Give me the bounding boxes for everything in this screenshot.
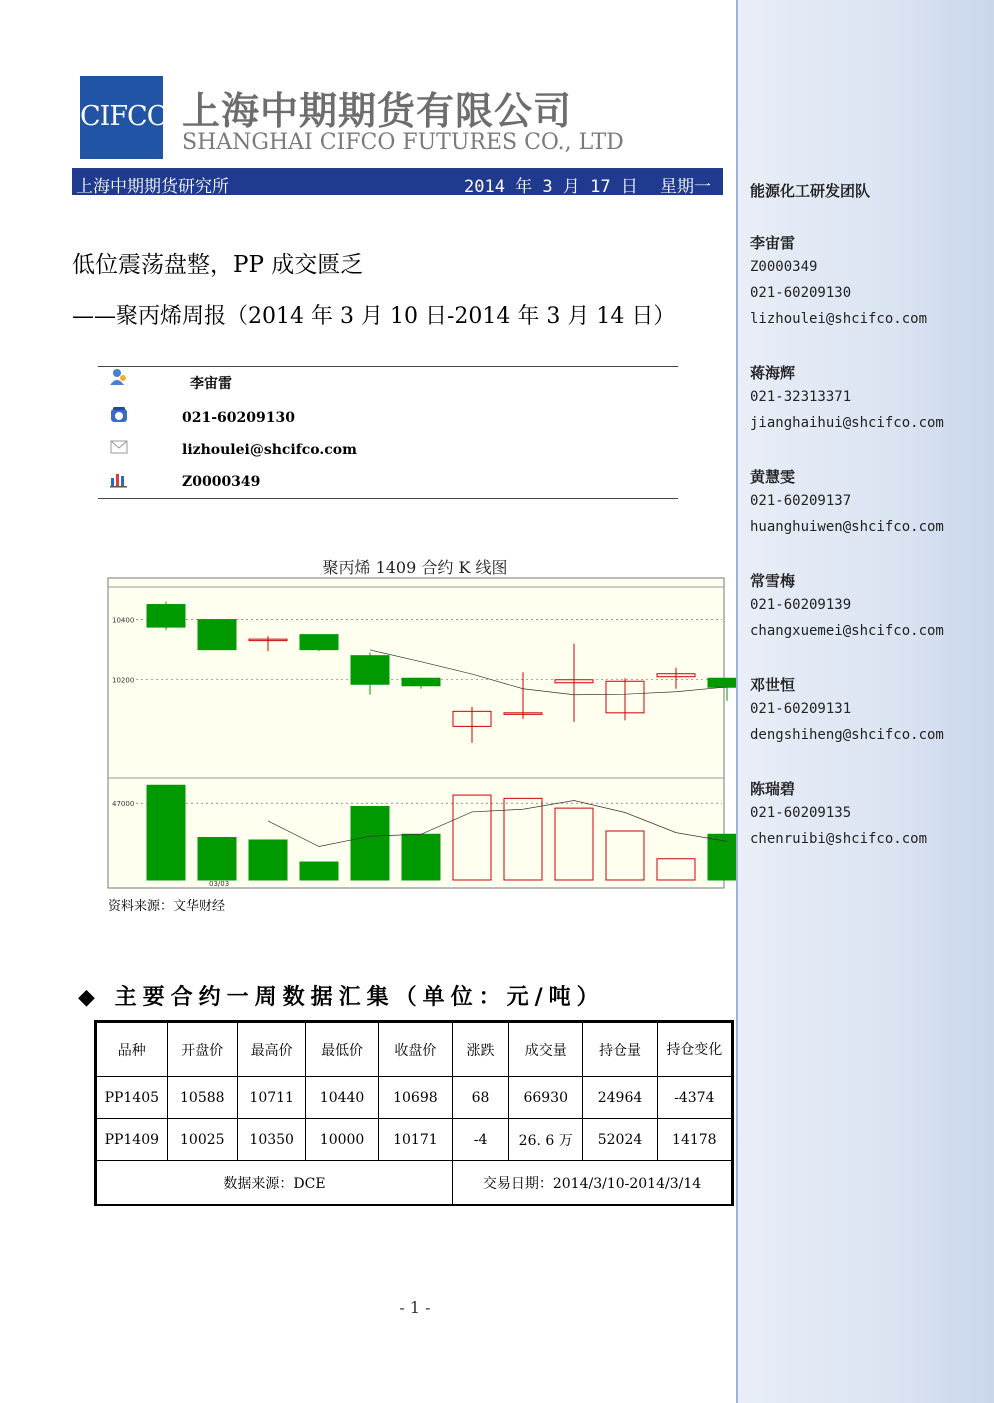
table-cell: 52024 [583, 1119, 657, 1161]
company-name-en: SHANGHAI CIFCO FUTURES CO., LTD [182, 130, 624, 155]
kline-chart [108, 578, 724, 888]
table-footer-date: 交易日期：2014/3/10-2014/3/14 [453, 1161, 732, 1205]
table-header-cell: 品种 [97, 1023, 168, 1077]
report-subtitle: ——聚丙烯周报（2014 年 3 月 10 日-2014 年 3 月 14 日） [72, 304, 676, 329]
table-header-cell: 持仓变化 [657, 1023, 731, 1077]
member-name: 邓世恒 [750, 676, 796, 694]
member-phone: 021-60209137 [750, 493, 852, 509]
section-title: ◆ 主要合约一周数据汇集（单位：元/吨） [78, 984, 605, 1010]
table-cell: 14178 [657, 1119, 731, 1161]
member-name: 黄慧雯 [750, 468, 796, 486]
table-cell: 10588 [167, 1077, 237, 1119]
chart-caption: 聚丙烯 1409 合约 K 线图 [322, 558, 508, 577]
report-title: 低位震荡盘整，PP 成交匮乏 [72, 252, 364, 278]
table-header-row [97, 1023, 732, 1077]
team-title: 能源化工研发团队 [750, 182, 871, 200]
table-cell: 66930 [509, 1077, 583, 1119]
author-email: lizhoulei@shcifco.com [182, 442, 357, 458]
author-name: 李宙雷 [190, 376, 232, 392]
member-phone: 021-32313371 [750, 389, 852, 405]
member-name: 李宙雷 [750, 234, 796, 252]
volume-bar [402, 834, 440, 880]
author-phone: 021-60209130 [182, 410, 295, 426]
table-cell: 10171 [378, 1119, 452, 1161]
contact-top-rule [98, 366, 678, 367]
table-header-cell: 最低价 [306, 1023, 378, 1077]
member-phone: 021-60209139 [750, 597, 852, 613]
volume-bar [249, 840, 287, 880]
x-start-label: 03/03 [209, 880, 230, 888]
contact-bottom-rule [98, 498, 678, 499]
license-chart-icon [109, 470, 129, 488]
member-email: jianghaihui@shcifco.com [750, 415, 944, 431]
author-license: Z0000349 [182, 474, 261, 490]
mail-icon [109, 438, 129, 456]
table-header-cell: 涨跌 [453, 1023, 509, 1077]
report-weekday: 星期一 [660, 177, 711, 197]
volume-bar [198, 838, 236, 880]
table-header-cell: 持仓量 [583, 1023, 657, 1077]
table-cell: 10025 [167, 1119, 237, 1161]
table-header-cell: 最高价 [237, 1023, 305, 1077]
team-sidebar [736, 0, 994, 1403]
table-header-cell: 收盘价 [378, 1023, 452, 1077]
price-tick-label: 10400 [112, 616, 135, 625]
report-date: 2014 年 3 月 17 日 [464, 177, 638, 197]
member-name: 常雪梅 [750, 572, 796, 590]
header-bar [72, 170, 723, 195]
weekly-data-table [94, 1020, 734, 1206]
member-email: huanghuiwen@shcifco.com [750, 519, 944, 535]
table-cell: -4374 [657, 1077, 731, 1119]
table-header-cell: 开盘价 [167, 1023, 237, 1077]
table-cell: 26. 6 万 [509, 1119, 583, 1161]
candle-body [300, 635, 338, 650]
page-number: - 1 - [399, 1298, 431, 1317]
table-header-cell: 成交量 [509, 1023, 583, 1077]
chart-source: 资料来源：文华财经 [108, 899, 226, 914]
table-cell: 10440 [306, 1077, 378, 1119]
table-cell: 10711 [237, 1077, 305, 1119]
person-icon [109, 368, 129, 386]
member-name: 蒋海辉 [750, 364, 796, 382]
volume-bar [147, 785, 185, 880]
table-cell: PP1405 [97, 1077, 168, 1119]
member-email: chenruibi@shcifco.com [750, 831, 928, 847]
company-name-cn: 上海中期期货有限公司 [182, 89, 573, 133]
member-email: changxuemei@shcifco.com [750, 623, 944, 639]
volume-bar [300, 862, 338, 880]
table-row [97, 1119, 732, 1161]
volume-bar [351, 807, 389, 881]
member-phone: 021-60209130 [750, 285, 852, 301]
member-phone: 021-60209131 [750, 701, 852, 717]
phone-icon [109, 406, 129, 424]
candle-body [402, 678, 440, 686]
member-email: dengshiheng@shcifco.com [750, 727, 944, 743]
volume-tick-label: 47000 [112, 800, 135, 809]
member-email: lizhoulei@shcifco.com [750, 311, 928, 327]
table-cell: 10350 [237, 1119, 305, 1161]
table-cell: 24964 [583, 1077, 657, 1119]
table-cell: 10000 [306, 1119, 378, 1161]
table-row [97, 1077, 732, 1119]
table-cell: 68 [453, 1077, 509, 1119]
table-cell: 10698 [378, 1077, 452, 1119]
table-footer-source: 数据来源：DCE [97, 1161, 453, 1205]
company-logo [80, 76, 168, 159]
table-footer-row [97, 1161, 732, 1205]
table-cell: -4 [453, 1119, 509, 1161]
price-tick-label: 10200 [112, 676, 135, 685]
candle-body [198, 620, 236, 650]
logo-text: CIFCO [80, 101, 168, 132]
member-name: 陈瑞碧 [750, 780, 796, 798]
candle-body [351, 656, 389, 685]
candle-body [147, 605, 185, 628]
table-cell: PP1409 [97, 1119, 168, 1161]
member-id: Z0000349 [750, 259, 818, 275]
institute-name: 上海中期期货研究所 [76, 177, 229, 197]
member-phone: 021-60209135 [750, 805, 852, 821]
